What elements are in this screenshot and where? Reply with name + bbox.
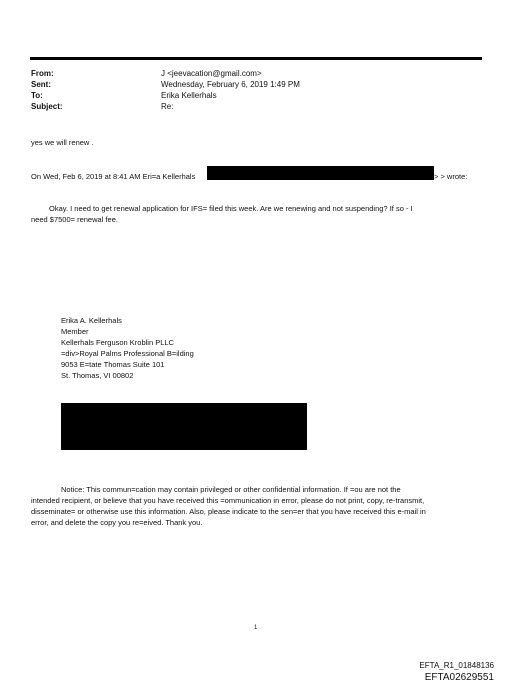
- notice-line-2: intended recipient, or believe that you have received this =ommunication in error, please do not print, copy, re-transmit,: [31, 496, 425, 505]
- sent-label: Sent:: [31, 80, 51, 89]
- reply-text: yes we will renew .: [31, 138, 94, 147]
- subject-label: Subject:: [31, 102, 63, 111]
- signature-firm: Kellerhals Ferguson Kroblin PLLC: [61, 338, 174, 347]
- sent-value: Wednesday, February 6, 2019 1:49 PM: [161, 80, 300, 89]
- page-number: 1: [254, 625, 258, 631]
- signature-role: Member: [61, 327, 89, 336]
- notice-line-3: disseminate= or otherwise use this information. Also, please indicate to the sen=er that you have received this e-mail in: [31, 507, 426, 516]
- signature-address-1: =div>Royal Palms Professional B=ilding: [61, 349, 194, 358]
- quote-intro-end: > > wrote:: [434, 172, 468, 181]
- signature-address-2: 9053 E=tate Thomas Suite 101: [61, 360, 165, 369]
- to-value: Erika Kellerhals: [161, 91, 217, 100]
- notice-line-4: error, and delete the copy you re=eived. Thank you.: [31, 518, 203, 527]
- to-label: To:: [31, 91, 43, 100]
- from-value: J <jeevacation@gmail.com>: [161, 69, 262, 78]
- footer-code-1: EFTA_R1_01848136: [419, 661, 494, 670]
- quote-line-2: need $7500= renewal fee.: [31, 215, 118, 224]
- notice-line-1: Notice: This commun=cation may contain privileged or other confidential information. If =ou are not the: [61, 485, 401, 494]
- quote-intro-start: On Wed, Feb 6, 2019 at 8:41 AM Eri=a Kellerhals: [31, 172, 196, 181]
- subject-value: Re:: [161, 102, 174, 111]
- footer-code-2: EFTA02629551: [424, 672, 494, 683]
- signature-name: Erika A. Kellerhals: [61, 316, 122, 325]
- signature-address-3: St. Thomas, VI 00802: [61, 371, 134, 380]
- redaction-email: [207, 166, 434, 180]
- quote-line-1: Okay. I need to get renewal application for IFS= filed this week. Are we renewing and not suspending? If so - I: [49, 204, 413, 213]
- from-label: From:: [31, 69, 54, 78]
- redaction-block: [61, 403, 307, 450]
- header-rule: [30, 57, 482, 60]
